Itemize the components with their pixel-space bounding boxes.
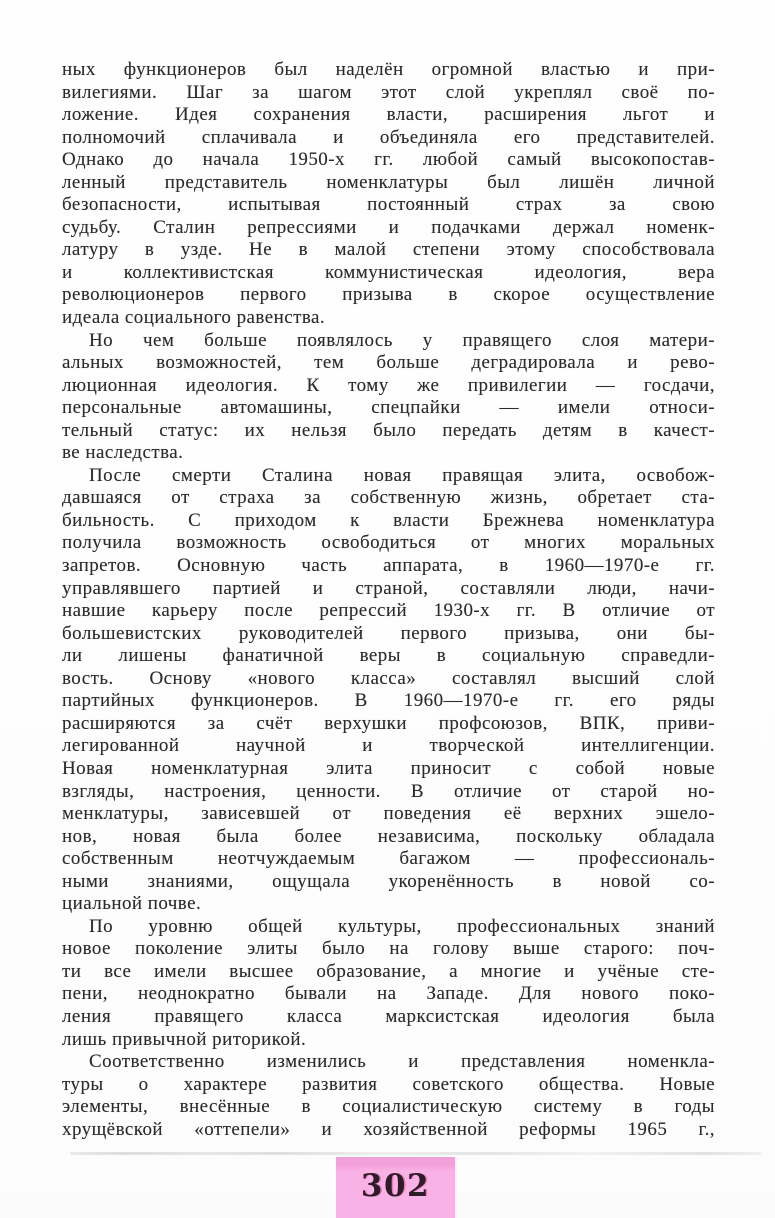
- paragraph-3-line-19: ными знаниями, ощущала укоренённость в новой со-: [62, 870, 715, 892]
- paragraph-3-line-3: бильность. С приходом к власти Брежнева номенклатура: [62, 509, 715, 531]
- paragraph-1-line-8: судьбу. Сталин репрессиями и подачками держал номенк-: [62, 216, 715, 238]
- paragraph-4-line-6: лишь привычной риторикой.: [62, 1028, 307, 1050]
- paragraph-1-line-7: безопасности, испытывая постоянный страх за свою: [62, 194, 715, 216]
- paragraph-3-line-8: большевистских руководителей первого призыва, они бы-: [62, 622, 715, 644]
- paragraph-3-line-1: После смерти Сталина новая правящая элита, освобож-: [89, 464, 715, 486]
- text-block: [62, 59, 715, 1141]
- paragraph-4-line-1: По уровню общей культуры, профессиональных знаний: [89, 915, 715, 937]
- paragraph-1-line-2: вилегиями. Шаг за шагом этот слой укреплял своё по-: [62, 81, 715, 103]
- paragraph-1-line-12: идеала социального равенства.: [62, 307, 326, 329]
- paragraph-4-line-3: ти все имели высшее образование, а многие и учёные сте-: [62, 960, 715, 982]
- paragraph-1-line-1: ных функционеров был наделён огромной властью и при-: [62, 59, 715, 80]
- paragraph-3-line-5: запретов. Основную часть аппарата, в 1960—1970-е гг.: [62, 555, 715, 577]
- paragraph-2-line-6: ве наследства.: [62, 442, 184, 464]
- paragraph-2-line-1: Но чем больше появлялось у правящего слоя матери-: [89, 329, 715, 351]
- paragraph-1-line-10: и коллективистская коммунистическая идеология, вера: [62, 261, 715, 283]
- page-number: 302: [360, 1167, 431, 1204]
- paragraph-1-line-4: полномочий сплачивала и объединяла его представителей.: [62, 126, 715, 148]
- paragraph-1-line-11: революционеров первого призыва в скорое осуществление: [62, 284, 715, 306]
- paragraph-3-line-20: циальной почве.: [62, 893, 202, 915]
- paragraph-3-line-10: вость. Основу «нового класса» составлял высший слой: [62, 667, 715, 689]
- paragraph-5-line-2: туры о характере развития советского общества. Новые: [62, 1073, 715, 1095]
- paragraph-2-line-2: альных возможностей, тем больше деградировала и рево-: [62, 352, 715, 374]
- paragraph-3-line-7: навшие карьеру после репрессий 1930-х гг. В отличие от: [62, 600, 715, 622]
- paragraph-5-line-1: Соответственно изменились и представления номенкла-: [89, 1051, 715, 1073]
- paragraph-3-line-17: нов, новая была более независима, поскольку обладала: [62, 825, 715, 847]
- paragraph-3-line-15: взгляды, настроения, ценности. В отличие от старой но-: [62, 780, 715, 802]
- paragraph-3-line-13: легированной научной и творческой интеллигенции.: [62, 735, 715, 757]
- page-number-block: [336, 1157, 455, 1218]
- paragraph-1-line-3: ложение. Идея сохранения власти, расширения льгот и: [62, 104, 715, 126]
- paragraph-3-line-2: давшаяся от страха за собственную жизнь, обретает ста-: [62, 487, 715, 509]
- paragraph-3-line-18: собственным неотчуждаемым багажом — профессиональ-: [62, 848, 715, 870]
- paragraph-3-line-14: Новая номенклатурная элита приносит с собой новые: [62, 757, 715, 779]
- paragraph-2-line-5: тельный статус: их нельзя было передать детям в качест-: [62, 419, 715, 441]
- paragraph-4-line-4: пени, неоднократно бывали на Западе. Для нового поко-: [62, 983, 715, 1005]
- paragraph-3-line-12: расширяются за счёт верхушки профсоюзов, ВПК, приви-: [62, 712, 715, 734]
- footer-rule: [70, 1152, 762, 1155]
- paragraph-1-line-5: Однако до начала 1950-х гг. любой самый высокопостав-: [62, 149, 715, 171]
- paragraph-4-line-2: новое поколение элиты было на голову выше старого: поч-: [62, 938, 715, 960]
- paragraph-2-line-4: персональные автомашины, спецпайки — имели относи-: [62, 397, 715, 419]
- paragraph-3-line-9: ли лишены фанатичной веры в социальную справедли-: [62, 645, 715, 667]
- paragraph-1-line-9: латуру в узде. Не в малой степени этому способствовала: [62, 239, 715, 261]
- paragraph-4-line-5: ления правящего класса марксистская идеология была: [62, 1005, 715, 1027]
- paragraph-5-line-4: хрущёвской «оттепели» и хозяйственной реформы 1965 г.,: [62, 1118, 715, 1140]
- paragraph-3-line-11: партийных функционеров. В 1960—1970-е гг. его ряды: [62, 690, 715, 712]
- paragraph-1-line-6: ленный представитель номенклатуры был лишён личной: [62, 171, 715, 193]
- paragraph-2-line-3: люционная идеология. К тому же привилегии — госдачи,: [62, 374, 715, 396]
- paragraph-3-line-6: управлявшего партией и страной, составляли люди, начи-: [62, 577, 715, 599]
- paragraph-3-line-4: получила возможность освободиться от многих моральных: [62, 532, 715, 554]
- paragraph-3-line-16: менклатуры, зависевшей от поведения её верхних эшело-: [62, 803, 715, 825]
- paragraph-5-line-3: элементы, внесённые в социалистическую систему в годы: [62, 1096, 715, 1118]
